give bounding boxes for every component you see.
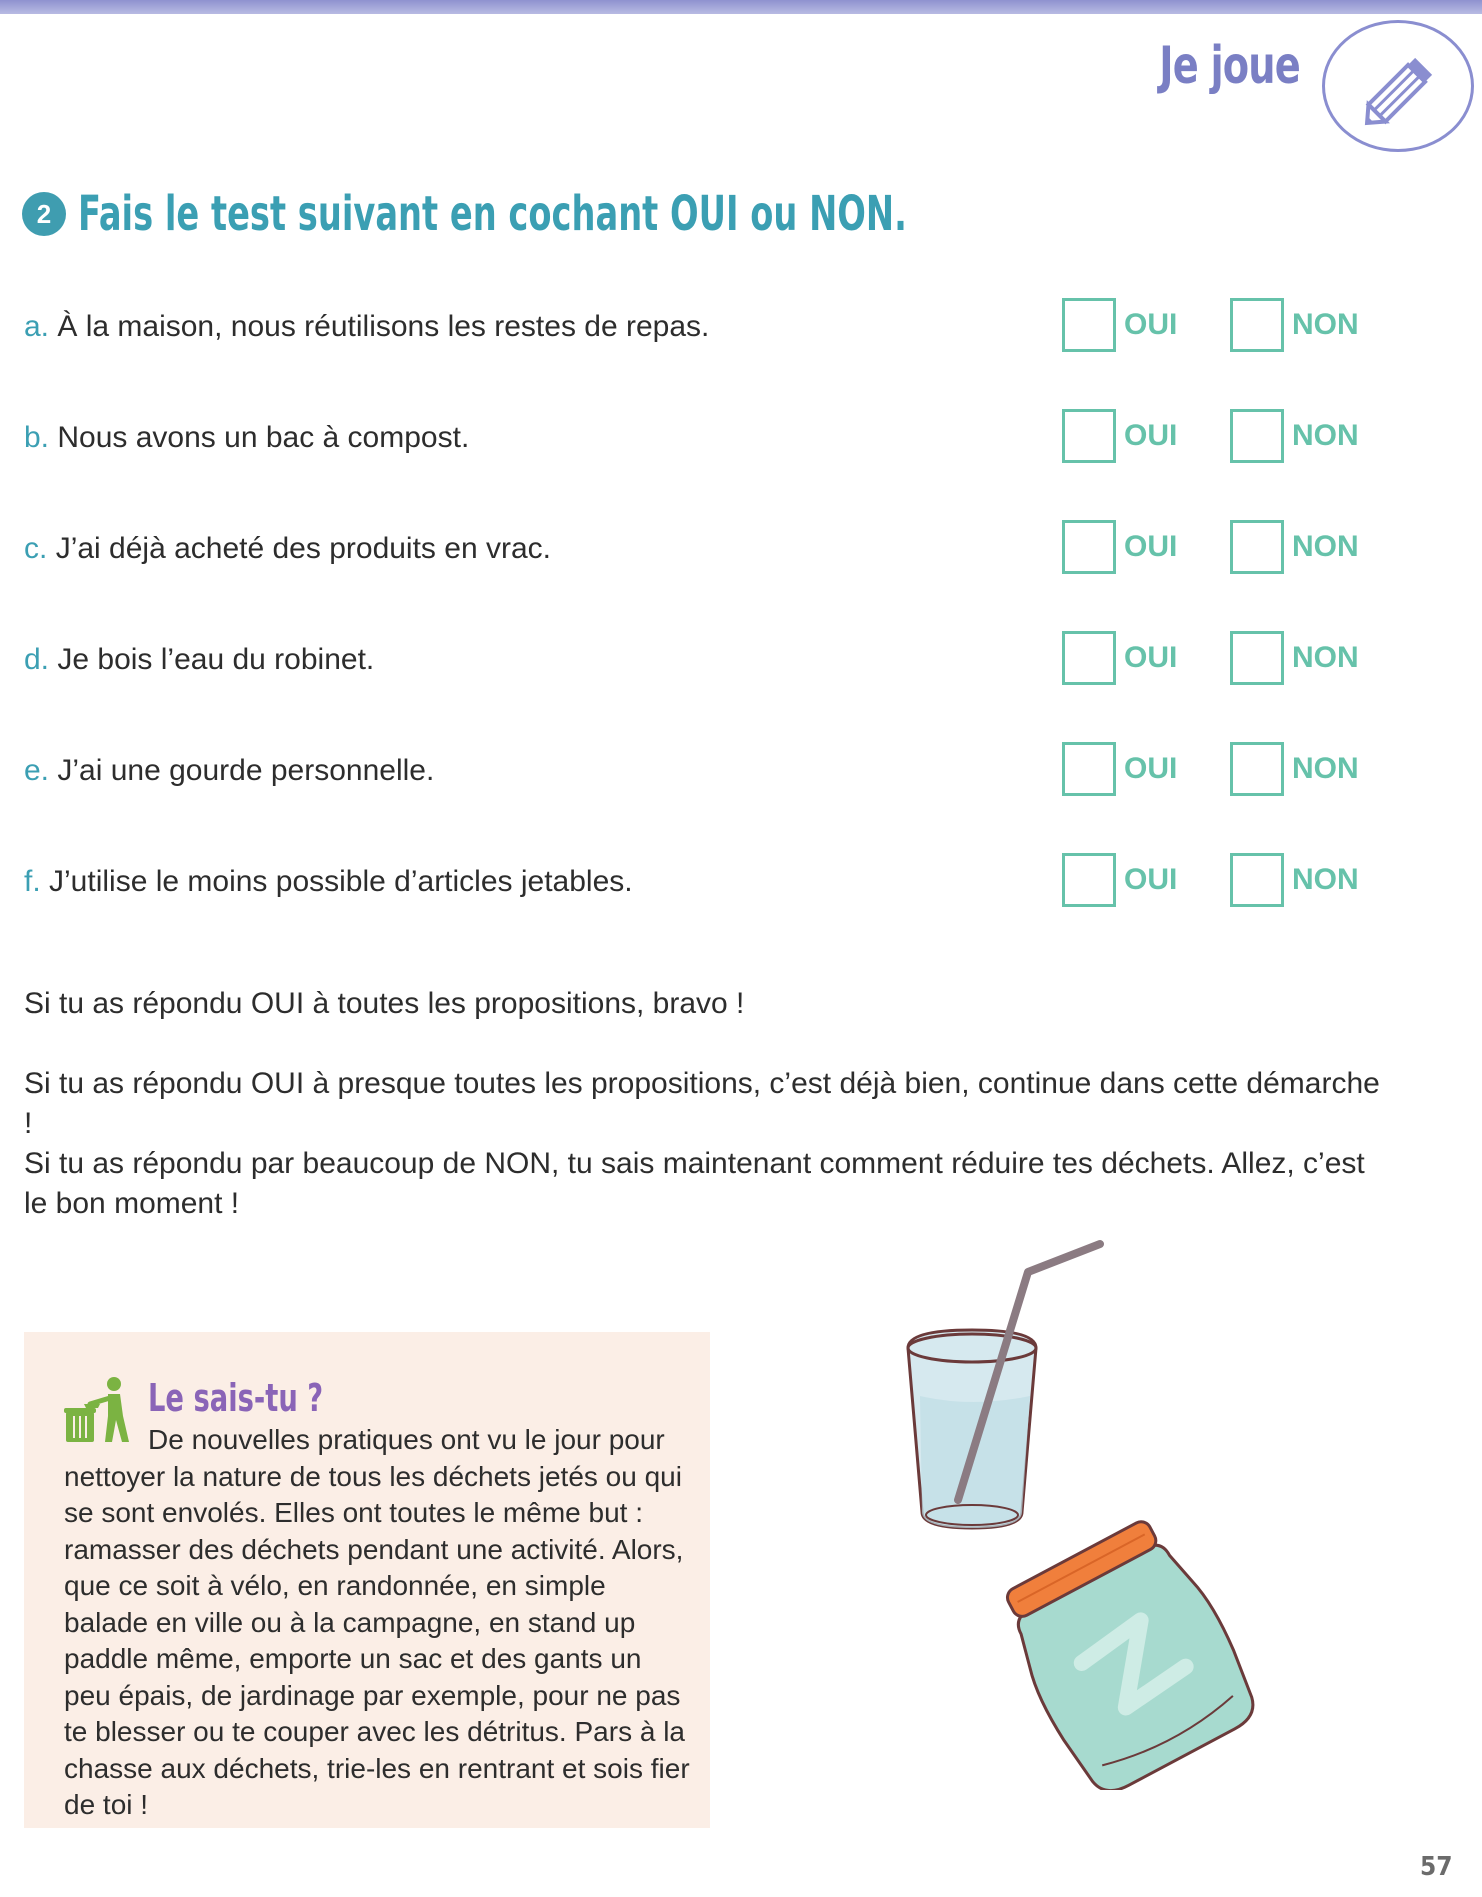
result-most-yes: Si tu as répondu OUI à presque toutes les propositions, c’est déjà bien, continue dans cette démarche ! [24, 1067, 1380, 1140]
oui-label: OUI [1124, 308, 1178, 341]
oui-label: OUI [1124, 530, 1178, 563]
non-checkbox[interactable] [1230, 409, 1284, 463]
non-checkbox[interactable] [1230, 853, 1284, 907]
question-letter: a. [24, 310, 50, 343]
question-text: Je bois l’eau du robinet. [57, 643, 375, 676]
question-row [24, 520, 1384, 580]
question-letter: c. [24, 532, 48, 565]
question-row [24, 853, 1384, 913]
non-label: NON [1292, 530, 1359, 563]
non-label: NON [1292, 308, 1359, 341]
page-number: 57 [1420, 1852, 1453, 1882]
question-letter: b. [24, 421, 50, 454]
non-checkbox[interactable] [1230, 298, 1284, 352]
question-letter: d. [24, 643, 50, 676]
question-letter: f. [24, 865, 41, 898]
oui-checkbox[interactable] [1062, 409, 1116, 463]
exercise-instruction: Fais le test suivant en cochant OUI ou NON. [78, 186, 907, 242]
oui-label: OUI [1124, 641, 1178, 674]
question-text: Nous avons un bac à compost. [57, 421, 470, 454]
question-text: J’utilise le moins possible d’articles jetables. [49, 865, 633, 898]
non-label: NON [1292, 419, 1359, 452]
did-you-know-box [24, 1332, 710, 1828]
oui-checkbox[interactable] [1062, 853, 1116, 907]
exercise-number: 2 [22, 192, 66, 236]
non-label: NON [1292, 863, 1359, 896]
exercise-heading [22, 186, 1141, 242]
non-checkbox[interactable] [1230, 520, 1284, 574]
pencil-badge [1322, 20, 1474, 152]
did-you-know-text: De nouvelles pratiques ont vu le jour pour nettoyer la nature de tous les déchets jetés ou qui se sont envolés. Elles ont toutes le même but : ramasser des déchets pendant une activité. Alors, que ce soit à vélo, en randonnée, en simple balade en ville ou à la campagne, en stand up paddle même, emporte un sac et des gants un peu épais, de jardinage par exemple, pour ne pas te blesser ou te couper avec les détritus. Pars à la chasse aux déchets, trie-les en rentrant et sois fier de toi ! [64, 1424, 690, 1820]
question-letter: e. [24, 754, 50, 787]
question-row [24, 409, 1384, 469]
oui-checkbox[interactable] [1062, 742, 1116, 796]
glass-with-straw-icon [908, 1244, 1100, 1528]
result-all-yes: Si tu as répondu OUI à toutes les propositions, bravo ! [24, 987, 745, 1020]
top-band [0, 0, 1482, 14]
question-text: J’ai déjà acheté des produits en vrac. [55, 532, 551, 565]
non-label: NON [1292, 641, 1359, 674]
oui-checkbox[interactable] [1062, 298, 1116, 352]
pencil-icon [1353, 41, 1449, 137]
non-label: NON [1292, 752, 1359, 785]
oui-label: OUI [1124, 419, 1178, 452]
question-row [24, 298, 1384, 358]
oui-label: OUI [1124, 752, 1178, 785]
non-checkbox[interactable] [1230, 742, 1284, 796]
question-text: À la maison, nous réutilisons les restes de repas. [57, 310, 710, 343]
oui-label: OUI [1124, 863, 1178, 896]
result-many-no: Si tu as répondu par beaucoup de NON, tu sais maintenant comment réduire tes déchets. Allez, c’est le bon moment ! [24, 1147, 1365, 1220]
non-checkbox[interactable] [1230, 631, 1284, 685]
question-row [24, 631, 1384, 691]
oui-checkbox[interactable] [1062, 520, 1116, 574]
question-row [24, 742, 1384, 802]
oui-checkbox[interactable] [1062, 631, 1116, 685]
did-you-know-title: Le sais-tu ? [148, 1376, 324, 1420]
question-text: J’ai une gourde personnelle. [57, 754, 435, 787]
illustration [890, 1230, 1310, 1790]
glass-jar-icon [989, 1510, 1268, 1790]
section-title: Je joue [1159, 36, 1300, 96]
